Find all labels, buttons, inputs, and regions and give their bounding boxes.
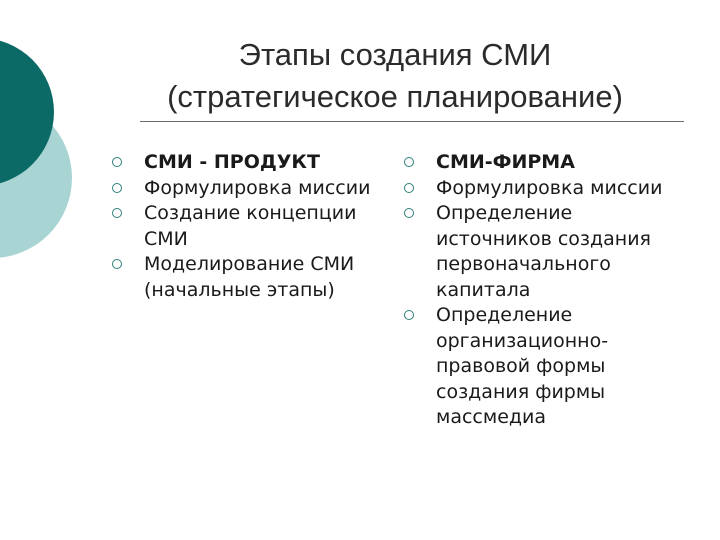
bullet-circle-icon xyxy=(112,157,122,167)
list-item xyxy=(404,150,689,176)
list-item xyxy=(112,201,372,252)
list-item-text: Определение источников создания первоначального капитала xyxy=(436,202,651,301)
list-item xyxy=(404,201,689,303)
list-item xyxy=(112,150,372,176)
list-item-text: Моделирование СМИ (начальные этапы) xyxy=(144,253,355,301)
slide-title-line-1: Этапы создания СМИ xyxy=(238,37,552,72)
list-item-text: Создание концепции СМИ xyxy=(144,202,357,250)
left-column-list xyxy=(112,150,372,303)
list-item xyxy=(112,176,372,202)
bullet-circle-icon xyxy=(112,259,122,269)
bullet-circle-icon xyxy=(404,157,414,167)
right-column-list xyxy=(404,150,689,431)
list-item-text: Определение организационно-правовой формы создания фирмы массмедиа xyxy=(436,304,609,428)
list-item-text: СМИ-ФИРМА xyxy=(436,151,575,173)
title-divider xyxy=(140,121,684,122)
bullet-circle-icon xyxy=(112,208,122,218)
bullet-circle-icon xyxy=(112,183,122,193)
slide-title xyxy=(150,34,640,118)
list-item xyxy=(112,252,372,303)
list-item-text: СМИ - ПРОДУКТ xyxy=(144,151,320,173)
bullet-circle-icon xyxy=(404,310,414,320)
bullet-circle-icon xyxy=(404,183,414,193)
bullet-circle-icon xyxy=(404,208,414,218)
slide-title-line-2: (стратегическое планирование) xyxy=(167,79,623,114)
list-item-text: Формулировка миссии xyxy=(144,176,371,199)
list-item-text: Формулировка миссии xyxy=(436,176,663,199)
decorative-circles xyxy=(0,0,120,300)
list-item xyxy=(404,176,689,202)
list-item xyxy=(404,303,689,431)
